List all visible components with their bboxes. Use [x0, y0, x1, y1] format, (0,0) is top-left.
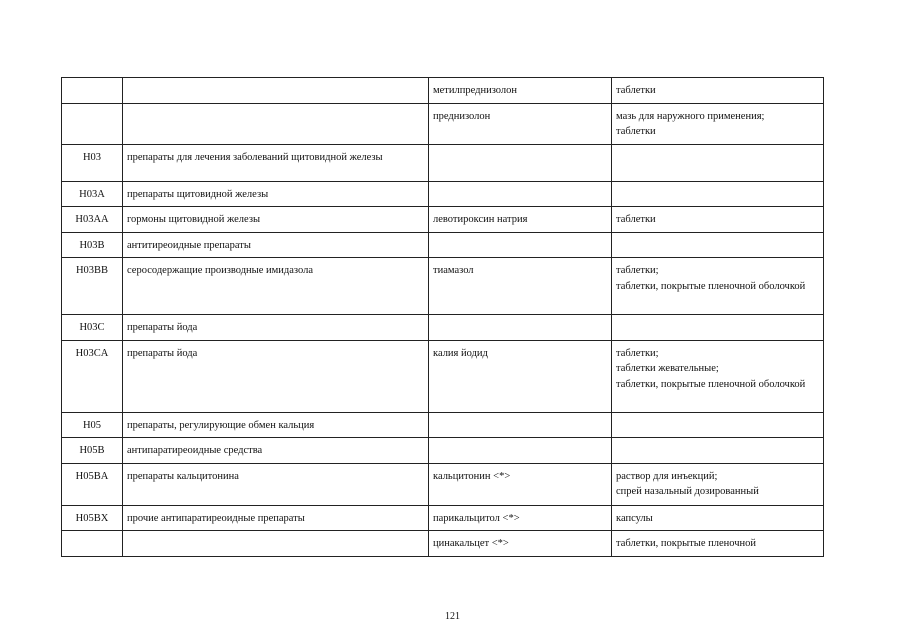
- dosage-form-cell: [612, 103, 824, 144]
- dosage-form-cell: [612, 340, 824, 412]
- atc-code-cell: H03CA: [62, 340, 123, 412]
- anatomical-therapeutic-group-cell: препараты для лечения заболеваний щитовидной железы: [123, 144, 429, 181]
- anatomical-therapeutic-group-cell: препараты йода: [123, 340, 429, 412]
- atc-code-cell: H05B: [62, 438, 123, 464]
- table-row: [62, 505, 824, 531]
- dosage-form-line: таблетки: [616, 214, 656, 225]
- anatomical-therapeutic-group-cell: серосодержащие производные имидазола: [123, 258, 429, 315]
- dosage-form-cell: [612, 207, 824, 233]
- anatomical-therapeutic-group-cell: препараты кальцитонина: [123, 463, 429, 505]
- dosage-form-line: раствор для инъекций;: [616, 470, 718, 482]
- drug-name-cell: [429, 412, 612, 438]
- page-number: 121: [445, 611, 460, 622]
- drug-name-cell: тиамазол: [429, 258, 612, 315]
- table-row: [62, 144, 824, 181]
- atc-code-cell: [62, 531, 123, 557]
- dosage-form-line: спрей назальный дозированный: [616, 486, 759, 497]
- table-row: [62, 258, 824, 315]
- drug-name-cell: метилпреднизолон: [429, 78, 612, 104]
- dosage-form-line: таблетки: [616, 126, 656, 137]
- dosage-form-line: таблетки;: [616, 265, 659, 276]
- anatomical-therapeutic-group-cell: [123, 78, 429, 104]
- dosage-form-cell: [612, 181, 824, 207]
- atc-code-cell: H05: [62, 412, 123, 438]
- dosage-form-cell: [612, 258, 824, 315]
- dosage-form-cell: [612, 505, 824, 531]
- atc-code-cell: H03C: [62, 315, 123, 341]
- table-row: [62, 78, 824, 104]
- atc-code-cell: H05BX: [62, 505, 123, 531]
- table-row: [62, 103, 824, 144]
- drug-name-cell: парикальцитол <*>: [429, 505, 612, 531]
- dosage-form-cell: [612, 438, 824, 464]
- drug-name-cell: калия йодид: [429, 340, 612, 412]
- drug-name-cell: [429, 181, 612, 207]
- table-row: [62, 438, 824, 464]
- anatomical-therapeutic-group-cell: прочие антипаратиреоидные препараты: [123, 505, 429, 531]
- atc-code-cell: [62, 103, 123, 144]
- table-row: [62, 181, 824, 207]
- table-row: [62, 207, 824, 233]
- dosage-form-line: таблетки: [616, 85, 656, 96]
- table-row: [62, 340, 824, 412]
- dosage-form-cell: [612, 232, 824, 258]
- table-row: [62, 315, 824, 341]
- drug-name-cell: левотироксин натрия: [429, 207, 612, 233]
- anatomical-therapeutic-group-cell: [123, 531, 429, 557]
- dosage-form-line: таблетки, покрытые пленочной оболочкой: [616, 280, 806, 292]
- atc-code-cell: [62, 78, 123, 104]
- anatomical-therapeutic-group-cell: препараты, регулирующие обмен кальция: [123, 412, 429, 438]
- atc-code-cell: H05BA: [62, 463, 123, 505]
- drug-name-cell: преднизолон: [429, 103, 612, 144]
- dosage-form-cell: [612, 144, 824, 181]
- anatomical-therapeutic-group-cell: препараты йода: [123, 315, 429, 341]
- drug-name-cell: кальцитонин <*>: [429, 463, 612, 505]
- anatomical-therapeutic-group-cell: антитиреоидные препараты: [123, 232, 429, 258]
- drug-name-cell: [429, 315, 612, 341]
- dosage-form-cell: [612, 531, 824, 557]
- drug-name-cell: [429, 232, 612, 258]
- atc-code-cell: H03B: [62, 232, 123, 258]
- dosage-form-line: таблетки жевательные;: [616, 363, 719, 374]
- anatomical-therapeutic-group-cell: антипаратиреоидные средства: [123, 438, 429, 464]
- drug-name-cell: [429, 144, 612, 181]
- anatomical-therapeutic-group-cell: препараты щитовидной железы: [123, 181, 429, 207]
- dosage-form-cell: [612, 463, 824, 505]
- dosage-form-cell: [612, 412, 824, 438]
- table-row: [62, 232, 824, 258]
- atc-code-cell: H03AA: [62, 207, 123, 233]
- dosage-form-line: таблетки, покрытые пленочной: [616, 538, 757, 549]
- anatomical-therapeutic-group-cell: [123, 103, 429, 144]
- dosage-form-line: мазь для наружного применения;: [616, 110, 765, 122]
- table-row: [62, 531, 824, 557]
- drug-name-cell: цинакальцет <*>: [429, 531, 612, 557]
- atc-code-cell: H03A: [62, 181, 123, 207]
- dosage-form-line: капсулы: [616, 512, 653, 524]
- drug-classification-table: [61, 77, 824, 557]
- atc-code-cell: H03: [62, 144, 123, 181]
- anatomical-therapeutic-group-cell: гормоны щитовидной железы: [123, 207, 429, 233]
- atc-code-cell: H03BB: [62, 258, 123, 315]
- table-row: [62, 463, 824, 505]
- dosage-form-cell: [612, 78, 824, 104]
- table-body: [62, 78, 824, 557]
- drug-name-cell: [429, 438, 612, 464]
- dosage-form-line: таблетки, покрытые пленочной оболочкой: [616, 378, 806, 390]
- dosage-form-cell: [612, 315, 824, 341]
- dosage-form-line: таблетки;: [616, 347, 659, 359]
- table-row: [62, 412, 824, 438]
